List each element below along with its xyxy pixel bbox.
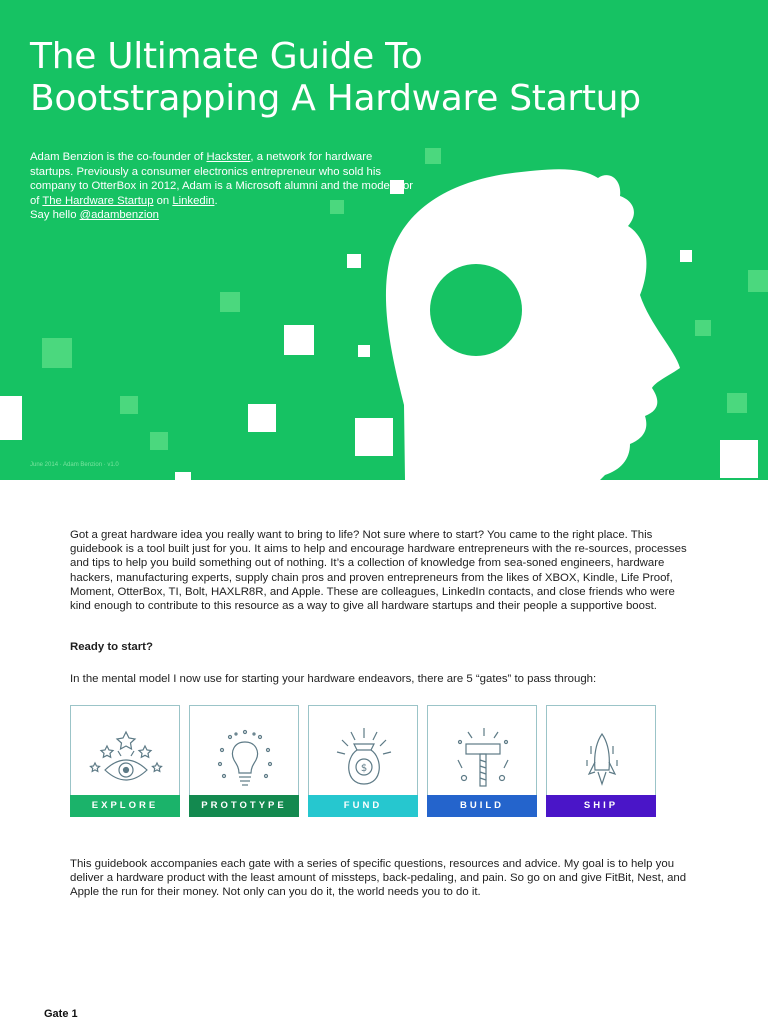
bio-text-2: , a network for hardware startups. Previously a consumer electronics entrepreneur who sold his company to OtterBox in 2012, Adam is a Microsoft alumni and the moderator of xyxy=(30,151,414,207)
gate-prototype[interactable] xyxy=(189,705,299,817)
title-line-1: The Ultimate Guide To xyxy=(30,36,423,77)
gate-label-prototype: PROTOTYPE xyxy=(189,795,299,817)
intro-paragraph: Got a great hardware idea you really want to bring to life? Not sure where to start? You came to the right place. This guidebook is a tool built just for you. It aims to help and encourage hardware entrepreneurs with the re-sources, processes and tips to help you build something out of nothing. It’s a collection of knowledge from sea-soned engineers, hardware hackers, manufacturing experts, supply chain pros and proven entrepreneurs from the likes of XBOX, Kindle, Life Proof, Moment, OtterBox, TI, Bolt, HAXLR8R, and Apple. These are colleagues, LinkedIn contacts, and close friends who were kind enough to contribute to this resource as a way to give all hardware startups and their people a supportive boost. xyxy=(70,529,687,613)
gates-row xyxy=(70,705,660,817)
hackster-link[interactable]: Hackster xyxy=(206,151,251,163)
gates-intro-paragraph: In the mental model I now use for starting your hardware endeavors, there are 5 “gates” to pass through: xyxy=(70,673,597,685)
hardware-startup-link[interactable]: The Hardware Startup xyxy=(42,194,154,207)
gate-label-explore: EXPLORE xyxy=(70,795,180,817)
hero-banner xyxy=(0,0,768,480)
say-hello-text: Say hello xyxy=(30,209,80,222)
closing-paragraph: This guidebook accompanies each gate with a series of specific questions, resources and advice. My goal is to help you deliver a hardware product with the least amount of missteps, back-pedaling, and pain. So go on and give FitBit, Nest, and Apple the run for their money. Not only can you do it, the world needs you to do it. xyxy=(70,858,687,899)
gate-label-fund: FUND xyxy=(308,795,418,817)
svg-text:$: $ xyxy=(360,763,368,774)
hammer-icon xyxy=(428,706,538,796)
bio-text-4: . xyxy=(214,194,218,207)
gate-explore[interactable] xyxy=(70,705,180,817)
ready-heading: Ready to start? xyxy=(70,641,153,653)
gate-fund[interactable] xyxy=(308,705,418,817)
title-line-2: Bootstrapping A Hardware Startup xyxy=(30,78,641,119)
rocket-icon xyxy=(547,706,657,796)
gate-build[interactable] xyxy=(427,705,537,817)
version-footnote: June 2014 · Adam Benzion · v1.0 xyxy=(30,462,119,468)
linkedin-link[interactable]: Linkedin xyxy=(172,194,215,207)
gate-label-build: BUILD xyxy=(427,795,537,817)
lightbulb-icon xyxy=(190,706,300,796)
head-circle xyxy=(430,264,522,356)
page-title xyxy=(30,36,641,120)
section-label: Gate 1 xyxy=(44,1008,78,1020)
bio-text-1: Adam Benzion is the co-founder of xyxy=(30,151,207,163)
bio-text-3: on xyxy=(153,194,173,207)
eye-icon xyxy=(71,706,181,796)
twitter-handle-link[interactable]: @adambenzion xyxy=(79,209,159,222)
author-bio xyxy=(30,150,418,223)
gate-ship[interactable] xyxy=(546,705,656,817)
gate-label-ship: SHIP xyxy=(546,795,656,817)
money-bag-icon xyxy=(309,706,419,796)
